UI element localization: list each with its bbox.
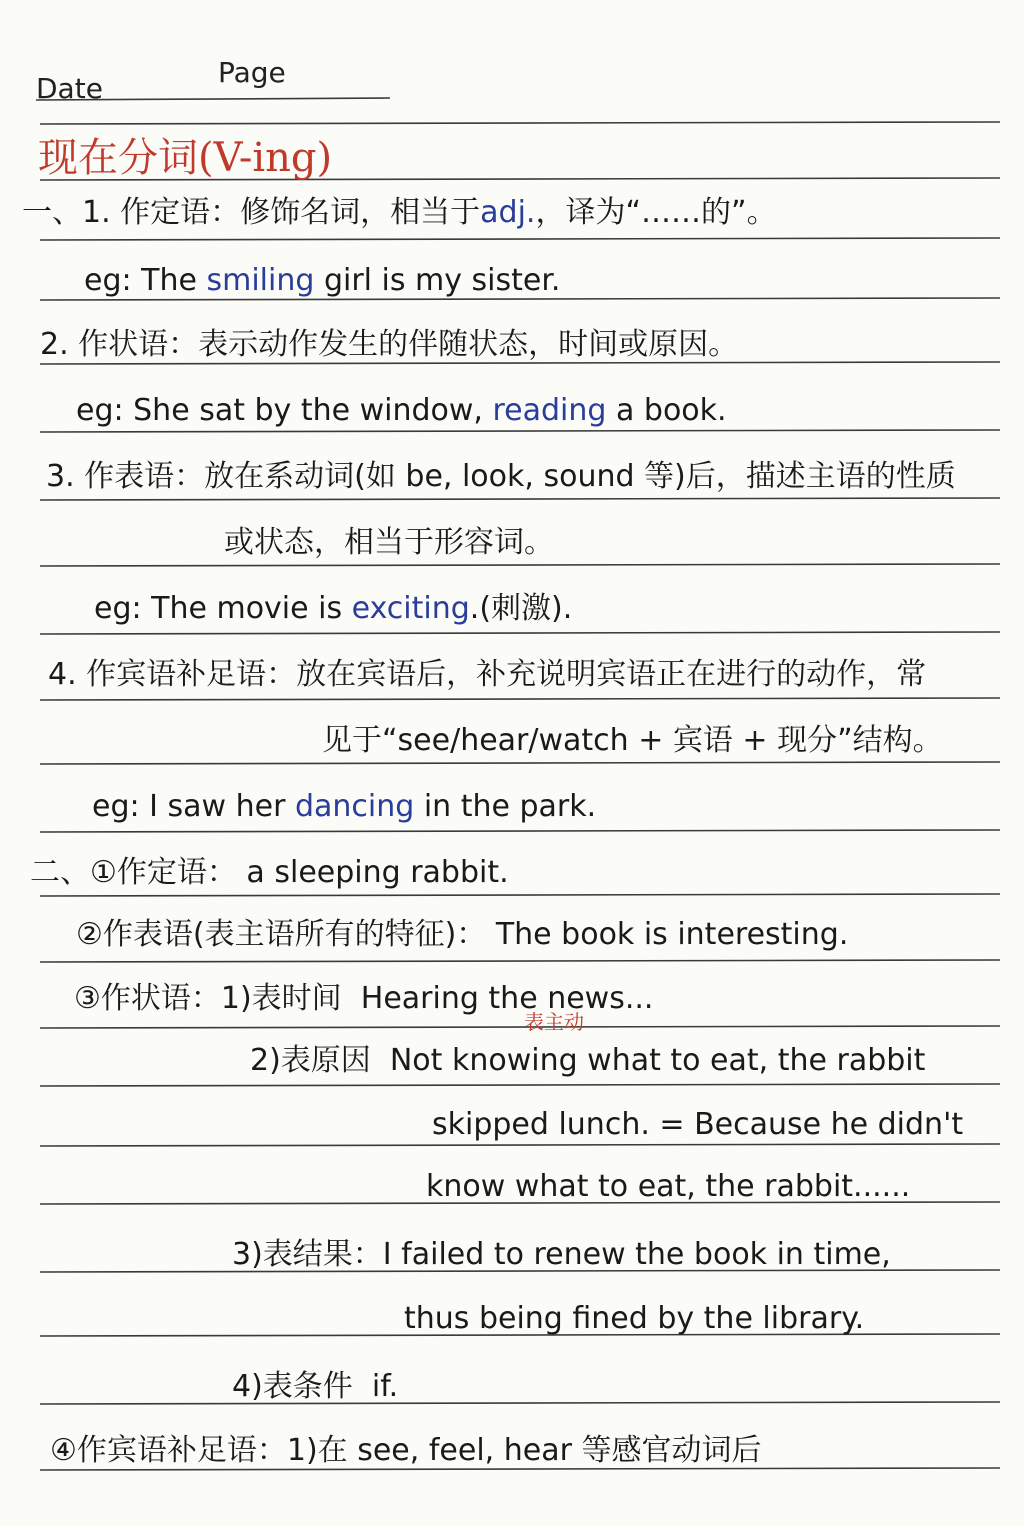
note-text: 4)表条件 if. <box>232 1369 399 1404</box>
note-text: girl is my sister. <box>314 263 561 298</box>
page-title: 现在分词(V-ing) <box>38 135 333 181</box>
highlighted-word: reading <box>492 393 607 428</box>
note-text: skipped lunch. = Because he didn't <box>432 1107 964 1142</box>
rule-line <box>40 1026 1000 1028</box>
highlighted-word: adj. <box>480 195 536 230</box>
note-line <box>250 1043 926 1078</box>
rule-line <box>40 498 1000 500</box>
note-line <box>404 1301 865 1336</box>
note-line <box>50 1433 762 1468</box>
rule-line <box>40 362 1000 364</box>
note-line <box>48 657 927 692</box>
note-text: eg: The <box>84 263 207 298</box>
highlighted-word: smiling <box>206 263 315 298</box>
note-line <box>40 327 739 362</box>
rule-line <box>40 298 1000 300</box>
note-text: 一、1. 作定语：修饰名词，相当于 <box>22 195 481 230</box>
note-text: in the park. <box>414 789 597 824</box>
note-text: 2. 作状语：表示动作发生的伴随状态，时间或原因。 <box>40 327 739 362</box>
rule-line <box>40 1402 1000 1404</box>
note-line <box>432 1107 964 1142</box>
rule-line <box>40 430 1000 432</box>
note-text: 或状态，相当于形容词。 <box>224 525 554 560</box>
page-label: Page <box>218 56 286 89</box>
rule-line <box>40 122 1000 124</box>
note-text: know what to eat, the rabbit...... <box>426 1169 911 1204</box>
note-text: 3)表结果：I failed to renew the book in time, <box>232 1237 891 1272</box>
note-line <box>30 855 509 890</box>
note-text: eg: The movie is <box>94 591 352 626</box>
note-line <box>426 1169 911 1204</box>
rule-line <box>40 894 1000 896</box>
note-line <box>46 459 956 494</box>
rule-line <box>40 564 1000 566</box>
note-text: eg: She sat by the window, <box>76 393 493 428</box>
note-text: 见于“see/hear/watch + 宾语 + 现分”结构。 <box>322 723 943 758</box>
note-line <box>84 263 561 298</box>
rule-line <box>40 632 1000 634</box>
rule-line <box>40 830 1000 832</box>
note-line <box>232 1369 399 1404</box>
note-text: 2)表原因 Not knowing what to eat, the rabbit <box>250 1043 926 1078</box>
margin-annotation: 表主动 <box>524 1010 584 1034</box>
note-line <box>76 917 849 952</box>
rule-line <box>40 1468 1000 1470</box>
note-text: eg: I saw her <box>92 789 295 824</box>
highlighted-word: exciting <box>351 591 470 626</box>
note-text: 二、①作定语： a sleeping rabbit. <box>30 855 509 890</box>
note-text: ③作状语：1)表时间 Hearing the news... <box>74 981 654 1016</box>
note-text: 4. 作宾语补足语：放在宾语后，补充说明宾语正在进行的动作，常 <box>48 657 927 692</box>
note-text: a book. <box>606 393 727 428</box>
note-text: ，译为“……的”。 <box>535 195 777 230</box>
note-line <box>92 789 597 824</box>
rule-line <box>40 238 1000 240</box>
note-text: ②作表语(表主语所有的特征)： The book is interesting. <box>76 917 849 952</box>
note-line <box>322 723 943 758</box>
note-line <box>224 525 554 560</box>
date-label: Date <box>36 72 103 105</box>
note-text: 3. 作表语：放在系动词(如 be, look, sound 等)后，描述主语的性质 <box>46 459 956 494</box>
note-text: .(刺激). <box>469 591 573 626</box>
note-line <box>94 591 573 626</box>
highlighted-word: dancing <box>294 789 415 824</box>
rule-line <box>40 762 1000 764</box>
note-text: thus being fined by the library. <box>404 1301 865 1336</box>
rule-line <box>40 960 1000 962</box>
rule-line <box>40 1084 1000 1086</box>
note-line <box>76 393 727 428</box>
rule-line <box>40 1144 1000 1146</box>
rule-line <box>40 698 1000 700</box>
note-line <box>22 195 777 230</box>
note-text: ④作宾语补足语：1)在 see, feel, hear 等感官动词后 <box>50 1433 762 1468</box>
note-line <box>232 1237 891 1272</box>
